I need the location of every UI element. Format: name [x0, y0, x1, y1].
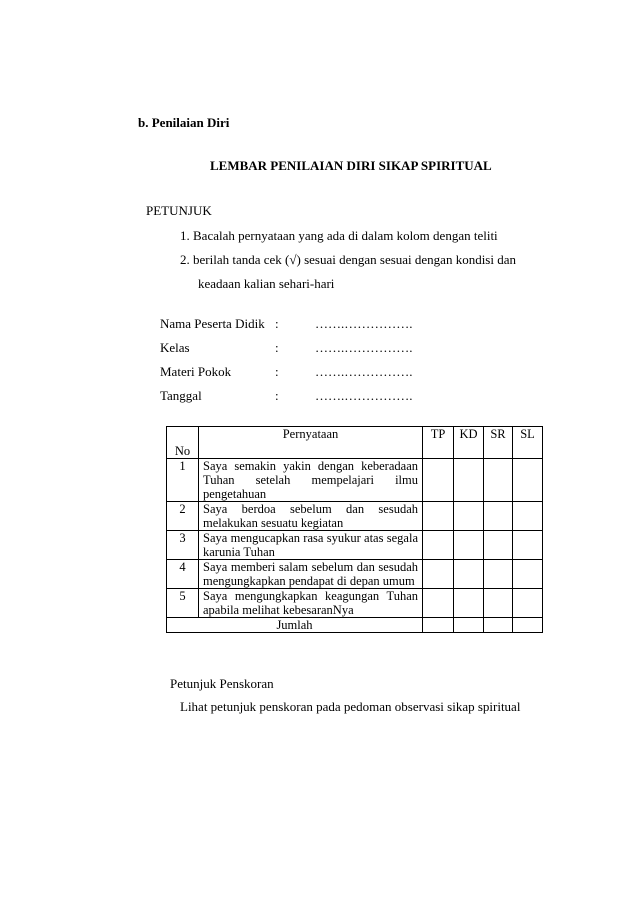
row-number: 5 [167, 589, 199, 618]
row-statement: Saya memberi salam sebelum dan sesudah mengungkapkan pendapat di depan umum [199, 560, 423, 589]
field-class [160, 340, 460, 358]
cell-tp[interactable] [423, 589, 454, 618]
cell-sr[interactable] [484, 459, 513, 502]
field-subject [160, 364, 460, 382]
table-row [167, 531, 543, 560]
header-tp: TP [423, 427, 454, 459]
total-sl[interactable] [513, 618, 543, 633]
cell-tp[interactable] [423, 531, 454, 560]
field-label: Tanggal [160, 388, 202, 403]
instruction-item-1: 1. Bacalah pernyataan yang ada di dalam kolom dengan teliti [180, 228, 498, 243]
assessment-table [166, 426, 543, 633]
cell-tp[interactable] [423, 560, 454, 589]
cell-tp[interactable] [423, 459, 454, 502]
header-kd: KD [454, 427, 484, 459]
cell-sl[interactable] [513, 560, 543, 589]
field-blank: …….……………. [315, 340, 413, 355]
header-statement: Pernyataan [199, 427, 423, 459]
cell-sr[interactable] [484, 589, 513, 618]
row-number: 3 [167, 531, 199, 560]
field-colon: : [275, 340, 279, 355]
cell-sl[interactable] [513, 459, 543, 502]
field-blank: …….……………. [315, 364, 413, 379]
field-label: Nama Peserta Didik [160, 316, 265, 331]
total-sr[interactable] [484, 618, 513, 633]
cell-sl[interactable] [513, 531, 543, 560]
instruction-item-2-continued: keadaan kalian sehari-hari [198, 276, 335, 291]
table-row [167, 560, 543, 589]
field-colon: : [275, 364, 279, 379]
section-heading: b. Penilaian Diri [138, 115, 230, 130]
row-number: 1 [167, 459, 199, 502]
cell-sr[interactable] [484, 502, 513, 531]
row-statement: Saya mengucapkan rasa syukur atas segala karunia Tuhan [199, 531, 423, 560]
instructions-heading: PETUNJUK [146, 203, 212, 218]
field-label: Kelas [160, 340, 190, 355]
header-no: No [167, 427, 199, 459]
cell-kd[interactable] [454, 589, 484, 618]
cell-kd[interactable] [454, 531, 484, 560]
cell-sr[interactable] [484, 531, 513, 560]
cell-kd[interactable] [454, 502, 484, 531]
table-row [167, 589, 543, 618]
field-colon: : [275, 388, 279, 403]
row-statement: Saya semakin yakin dengan keberadaan Tuhan setelah mempelajari ilmu pengetahuan [199, 459, 423, 502]
cell-tp[interactable] [423, 502, 454, 531]
table-row [167, 502, 543, 531]
field-student-name [160, 316, 460, 334]
scoring-heading: Petunjuk Penskoran [170, 676, 274, 691]
total-kd[interactable] [454, 618, 484, 633]
document-title: LEMBAR PENILAIAN DIRI SIKAP SPIRITUAL [210, 158, 492, 173]
field-blank: …….……………. [315, 388, 413, 403]
total-tp[interactable] [423, 618, 454, 633]
header-sl: SL [513, 427, 543, 459]
scoring-text: Lihat petunjuk penskoran pada pedoman observasi sikap spiritual [180, 699, 521, 714]
table-row [167, 459, 543, 502]
row-statement: Saya mengungkapkan keagungan Tuhan apabila melihat kebesaranNya [199, 589, 423, 618]
cell-kd[interactable] [454, 459, 484, 502]
field-label: Materi Pokok [160, 364, 232, 379]
table-total-row [167, 618, 543, 633]
row-statement: Saya berdoa sebelum dan sesudah melakukan sesuatu kegiatan [199, 502, 423, 531]
cell-sr[interactable] [484, 560, 513, 589]
field-colon: : [275, 316, 279, 331]
cell-kd[interactable] [454, 560, 484, 589]
row-number: 4 [167, 560, 199, 589]
cell-sl[interactable] [513, 502, 543, 531]
instruction-item-2: 2. berilah tanda cek (√) sesuai dengan sesuai dengan kondisi dan [180, 252, 517, 267]
row-number: 2 [167, 502, 199, 531]
total-label: Jumlah [167, 618, 423, 633]
cell-sl[interactable] [513, 589, 543, 618]
table-header-row [167, 427, 543, 459]
field-date [160, 388, 460, 406]
header-sr: SR [484, 427, 513, 459]
field-blank: …….……………. [315, 316, 413, 331]
